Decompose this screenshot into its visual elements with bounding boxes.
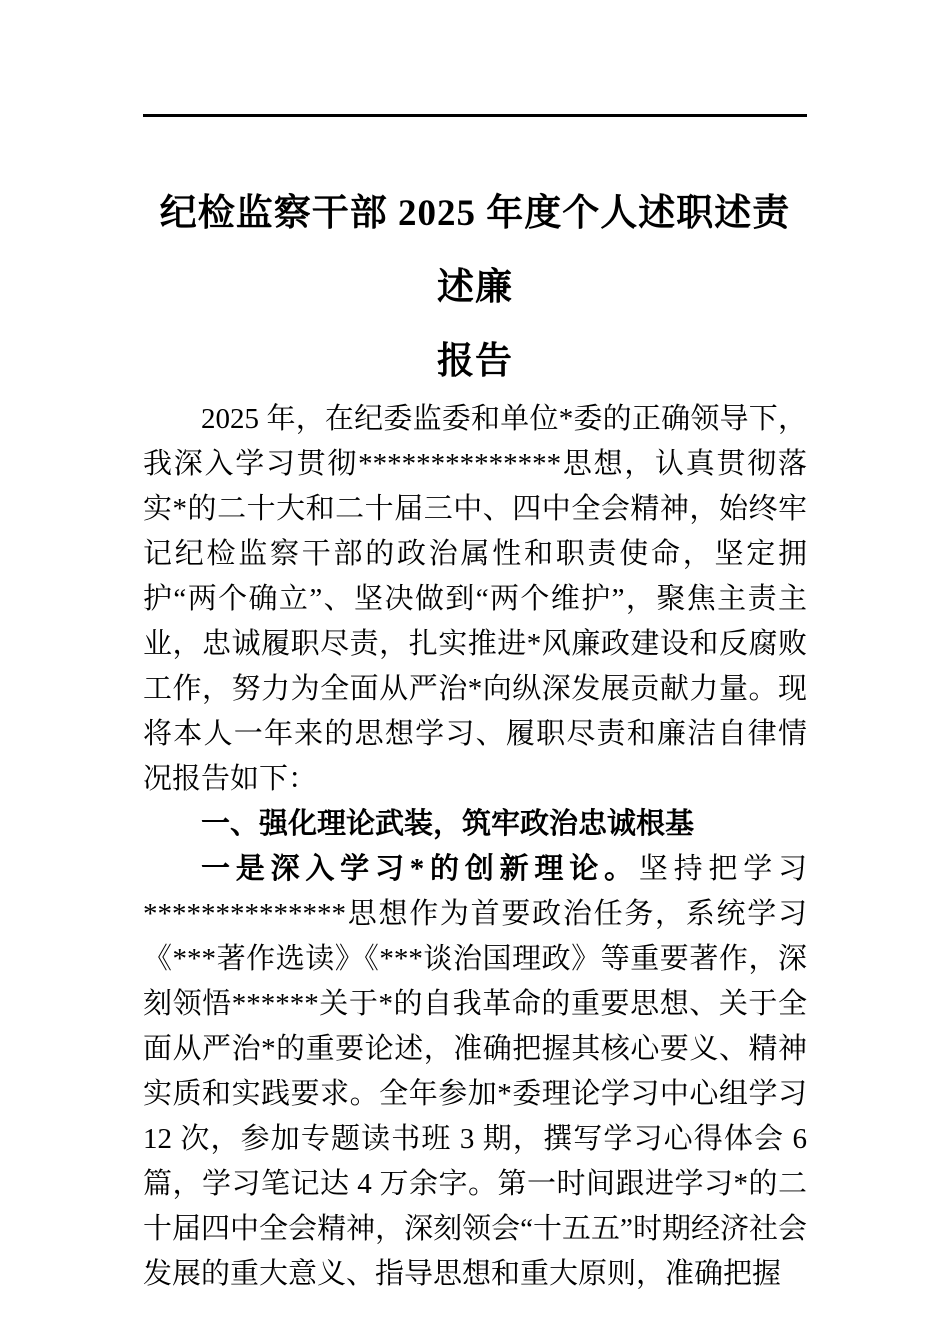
document-title [143, 177, 807, 399]
document-body [143, 397, 807, 1297]
document-title-line-2: 报告 [437, 341, 513, 382]
intro-paragraph: 2025 年，在纪委监委和单位*委的正确领导下，我深入学习贯彻**************思想，认真贯彻落实*的二十大和二十届三中、四中全会精神，始终牢记纪检监察干部的政治属性和职责使命，坚定拥护“两个确立”、坚决做到“两个维护”，聚焦主责主业，忠诚履职尽责，扎实推进*风廉政建设和反腐败工作，努力为全面从严治*向纵深发展贡献力量。现将本人一年来的思想学习、履职尽责和廉洁自律情况报告如下： [143, 403, 807, 795]
section-1-item-1-lead: 一是深入学习*的创新理论。 [201, 853, 639, 885]
section-1-item-1-body: 坚持把学习**************思想作为首要政治任务，系统学习《***著作选读》《***谈治国理政》等重要著作，深刻领悟******关于*的自我革命的重要思想、关于全面从严治*的重要论述，准确把握其核心要义、精神实质和实践要求。全年参加*委理论学习中心组学习 12 次，参加专题读书班 3 期，撰写学习心得体会 6 篇，学习笔记达 4 万余字。第一时间跟进学习*的二十届四中全会精神，深刻领会“十五五”时期经济社会发展的重大意义、指导思想和重大原则，准确把握 [143, 853, 807, 1290]
section-1-heading: 一、强化理论武装，筑牢政治忠诚根基 [201, 808, 695, 840]
section-1-item-1-paragraph [143, 847, 807, 1297]
header-divider-rule [143, 114, 807, 117]
document-title-line-1: 纪检监察干部 2025 年度个人述职述责述廉 [159, 193, 791, 308]
